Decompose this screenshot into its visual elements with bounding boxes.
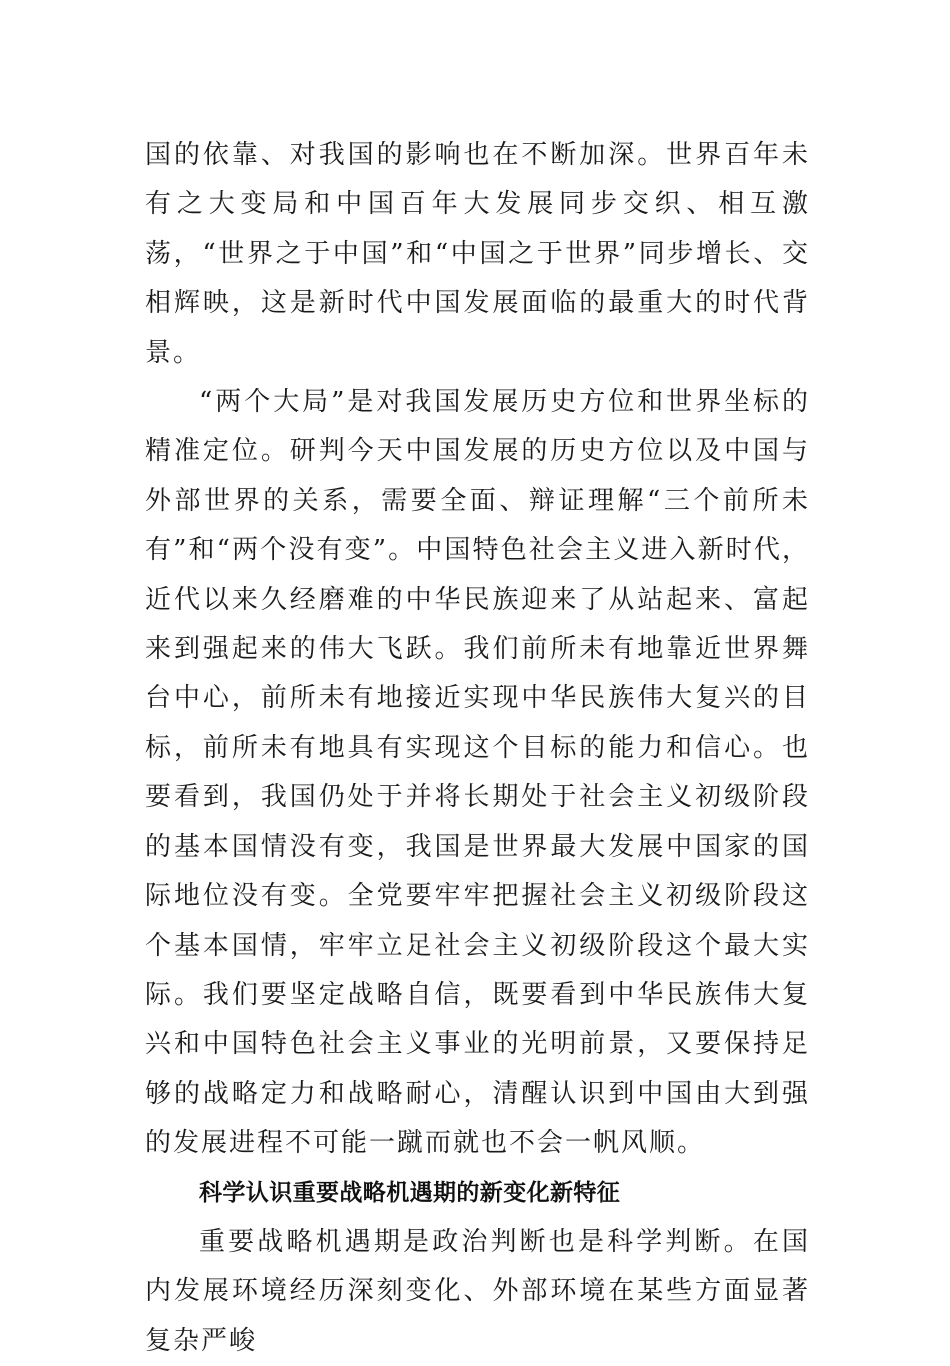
paragraph-two-overall-situations: “两个大局”是对我国发展历史方位和世界坐标的精准定位。研判今天中国发展的历史方位以及中国与外部世界的关系，需要全面、辩证理解“三个前所未有”和“两个没有变”。中国特色社会主义进入新时代，近代以来久经磨难的中华民族迎来了从站起来、富起来到强起来的伟大飞跃。我们前所未有地靠近世界舞台中心，前所未有地接近实现中华民族伟大复兴的目标，前所未有地具有实现这个目标的能力和信心。也要看到，我国仍处于并将长期处于社会主义初级阶段的基本国情没有变，我国是世界最大发展中国家的国际地位没有变。全党要牢牢把握社会主义初级阶段这个基本国情，牢牢立足社会主义初级阶段这个最大实际。我们要坚定战略自信，既要看到中华民族伟大复兴和中国特色社会主义事业的光明前景，又要保持足够的战略定力和战略耐心，清醒认识到中国由大到强的发展进程不可能一蹴而就也不会一帆风顺。 (145, 387, 810, 1159)
paragraph-continuation: 国的依靠、对我国的影响也在不断加深。世界百年未有之大变局和中国百年大发展同步交织、相互激荡，“世界之于中国”和“中国之于世界”同步增长、交相辉映，这是新时代中国发展面临的最重大的时代背景。 (145, 140, 810, 368)
section-heading: 科学认识重要战略机遇期的新变化新特征 (199, 1179, 621, 1206)
paragraph-strategic-opportunity: 重要战略机遇期是政治判断也是科学判断。在国内发展环境经历深刻变化、外部环境在某些方面显著复杂严峻 (145, 1226, 810, 1356)
document-body (145, 131, 810, 1366)
